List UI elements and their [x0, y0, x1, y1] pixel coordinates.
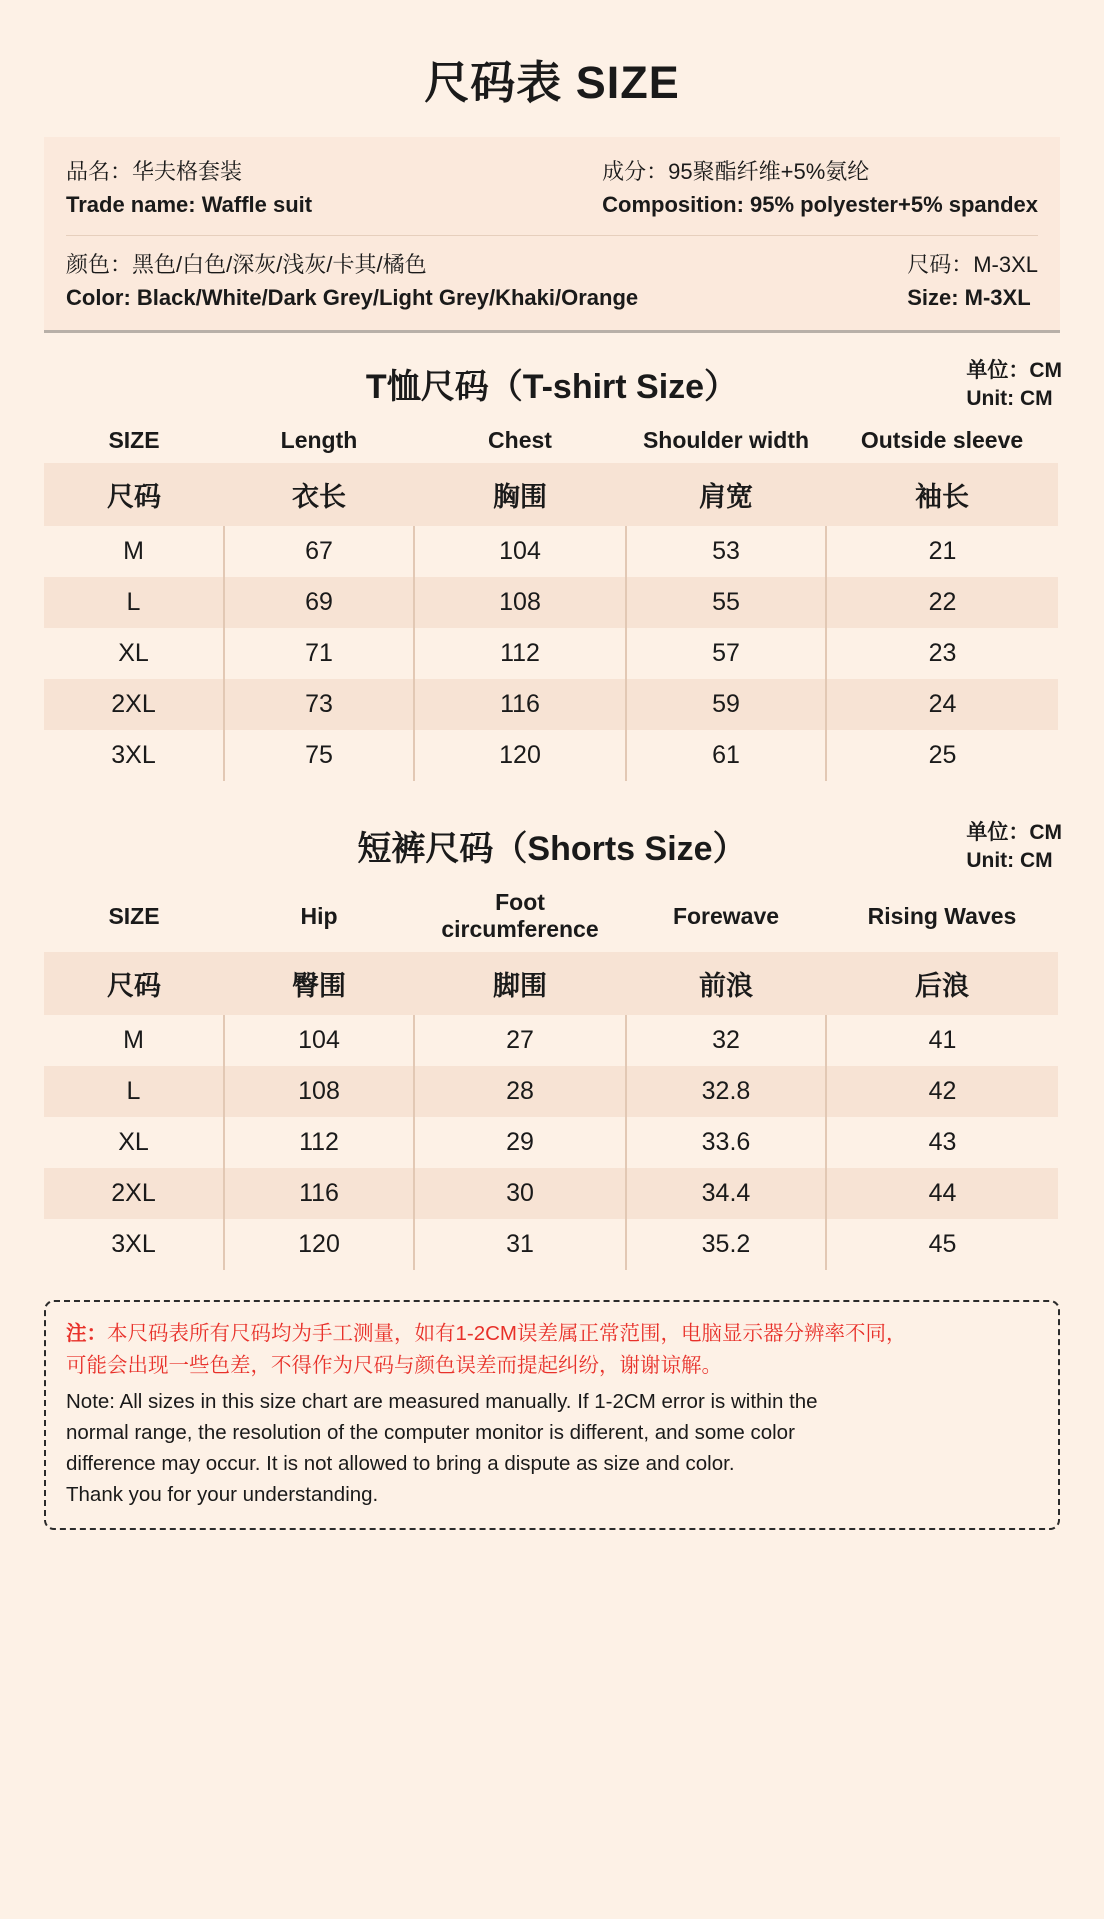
shorts-header-en-2: Foot circumference: [414, 880, 626, 952]
shorts-header-cn-1: 臀围: [224, 952, 414, 1015]
cell: 71: [224, 628, 414, 679]
page-title: 尺码表 SIZE: [424, 57, 680, 108]
table-row: [44, 1219, 1058, 1270]
tshirt-header-en-1: Length: [224, 418, 414, 463]
cell: 104: [224, 1015, 414, 1066]
cell: L: [44, 1066, 224, 1117]
cell: 73: [224, 679, 414, 730]
cell: 30: [414, 1168, 626, 1219]
cell: 55: [626, 577, 826, 628]
cell: 53: [626, 526, 826, 577]
shorts-header-en-3: Forewave: [626, 880, 826, 952]
cell: 44: [826, 1168, 1058, 1219]
product-info-box: [44, 137, 1060, 330]
cell: 42: [826, 1066, 1058, 1117]
cell: 21: [826, 526, 1058, 577]
cell: 67: [224, 526, 414, 577]
table-row: [44, 1015, 1058, 1066]
cell: L: [44, 577, 224, 628]
table-header-row-cn: [44, 952, 1058, 1015]
note-en-line4: Thank you for your understanding.: [66, 1483, 379, 1506]
note-cn-line1: 本尺码表所有尺码均为手工测量，如有1-2CM误差属正常范围，电脑显示器分辨率不同，: [107, 1322, 907, 1345]
info-divider: [66, 235, 1038, 236]
table-row: [44, 526, 1058, 577]
size-range-block: [907, 248, 1038, 314]
shorts-header-en-0: SIZE: [44, 880, 224, 952]
tshirt-section-header: [0, 359, 1104, 411]
shorts-unit-en: Unit: CM: [966, 849, 1053, 873]
tshirt-header-en-0: SIZE: [44, 418, 224, 463]
disclaimer-note: [44, 1300, 1060, 1530]
shorts-header-cn-2: 脚围: [414, 952, 626, 1015]
note-en-line1: Note: All sizes in this size chart are measured manually. If 1-2CM error is within the: [66, 1389, 818, 1413]
cell: 43: [826, 1117, 1058, 1168]
cell: 116: [224, 1168, 414, 1219]
cell: 112: [414, 628, 626, 679]
info-row-name-composition: [66, 155, 1038, 221]
tshirt-header-cn-1: 衣长: [224, 463, 414, 526]
cell: 116: [414, 679, 626, 730]
cell: 32.8: [626, 1066, 826, 1117]
cell: 24: [826, 679, 1058, 730]
cell: XL: [44, 1117, 224, 1168]
cell: 29: [414, 1117, 626, 1168]
tshirt-header-en-4: Outside sleeve: [826, 418, 1058, 463]
size-range-en: Size: M-3XL: [907, 285, 1031, 310]
cell: 120: [414, 730, 626, 781]
cell: 32: [626, 1015, 826, 1066]
cell: 22: [826, 577, 1058, 628]
shorts-section-title: 短裤尺码（Shorts Size）: [357, 830, 747, 868]
table-row: [44, 577, 1058, 628]
table-row: [44, 679, 1058, 730]
composition-cn: 成分：95聚酯纤维+5%氨纶: [602, 159, 870, 184]
tshirt-unit-cn: 单位：CM: [966, 359, 1062, 382]
shorts-header-en-4: Rising Waves: [826, 880, 1058, 952]
cell: 23: [826, 628, 1058, 679]
color-cn: 颜色：黑色/白色/深灰/浅灰/卡其/橘色: [66, 252, 427, 277]
note-en-line3: difference may occur. It is not allowed to bring a dispute as size and color.: [66, 1451, 735, 1475]
shorts-size-table: [44, 880, 1058, 1270]
cell: 3XL: [44, 730, 224, 781]
tshirt-unit-en: Unit: CM: [966, 387, 1053, 411]
table-row: [44, 1117, 1058, 1168]
tshirt-header-cn-0: 尺码: [44, 463, 224, 526]
cell: 28: [414, 1066, 626, 1117]
cell: 34.4: [626, 1168, 826, 1219]
trade-name-cn: 品名：华夫格套装: [66, 159, 243, 184]
cell: 104: [414, 526, 626, 577]
cell: 69: [224, 577, 414, 628]
cell: 108: [224, 1066, 414, 1117]
cell: 35.2: [626, 1219, 826, 1270]
cell: M: [44, 526, 224, 577]
shorts-header-cn-0: 尺码: [44, 952, 224, 1015]
shorts-header-cn-3: 前浪: [626, 952, 826, 1015]
composition-en: Composition: 95% polyester+5% spandex: [602, 192, 1038, 217]
composition-block: [602, 155, 1038, 221]
cell: 61: [626, 730, 826, 781]
cell: 25: [826, 730, 1058, 781]
cell: 2XL: [44, 1168, 224, 1219]
cell: 3XL: [44, 1219, 224, 1270]
tshirt-header-cn-3: 肩宽: [626, 463, 826, 526]
table-row: [44, 730, 1058, 781]
tshirt-section-title: T恤尺码（T-shirt Size）: [365, 368, 739, 406]
shorts-unit-cn: 单位：CM: [966, 821, 1062, 844]
table-row: [44, 628, 1058, 679]
color-en: Color: Black/White/Dark Grey/Light Grey/Khaki/Orange: [66, 285, 639, 310]
table-row: [44, 1168, 1058, 1219]
note-cn: [66, 1318, 1038, 1382]
table-row: [44, 1066, 1058, 1117]
note-en: [66, 1386, 1038, 1511]
cell: 33.6: [626, 1117, 826, 1168]
tshirt-header-en-3: Shoulder width: [626, 418, 826, 463]
cell: 75: [224, 730, 414, 781]
shorts-unit: [966, 819, 1062, 876]
tshirt-header-cn-4: 袖长: [826, 463, 1058, 526]
trade-name-block: [66, 155, 312, 221]
info-row-color-size: [66, 248, 1038, 314]
shorts-header-cn-4: 后浪: [826, 952, 1058, 1015]
cell: 45: [826, 1219, 1058, 1270]
table-header-row-en: [44, 880, 1058, 952]
shorts-header-en-1: Hip: [224, 880, 414, 952]
trade-name-en: Trade name: Waffle suit: [66, 192, 313, 217]
header-rule: [44, 330, 1060, 333]
cell: 41: [826, 1015, 1058, 1066]
cell: 112: [224, 1117, 414, 1168]
cell: 57: [626, 628, 826, 679]
tshirt-header-en-2: Chest: [414, 418, 626, 463]
cell: 31: [414, 1219, 626, 1270]
cell: 27: [414, 1015, 626, 1066]
note-cn-line2: 可能会出现一些色差，不得作为尺码与颜色误差而提起纠纷，谢谢谅解。: [66, 1353, 722, 1377]
color-block: [66, 248, 638, 314]
note-en-line2: normal range, the resolution of the computer monitor is different, and some color: [66, 1420, 795, 1444]
note-label-cn: 注：: [66, 1322, 107, 1345]
cell: XL: [44, 628, 224, 679]
tshirt-unit: [966, 357, 1062, 414]
table-header-row-en: [44, 418, 1058, 463]
cell: 59: [626, 679, 826, 730]
cell: 120: [224, 1219, 414, 1270]
cell: M: [44, 1015, 224, 1066]
shorts-section-header: [0, 821, 1104, 873]
size-range-cn: 尺码：M-3XL: [907, 252, 1038, 277]
cell: 2XL: [44, 679, 224, 730]
tshirt-size-table: [44, 418, 1058, 781]
tshirt-header-cn-2: 胸围: [414, 463, 626, 526]
table-header-row-cn: [44, 463, 1058, 526]
cell: 108: [414, 577, 626, 628]
